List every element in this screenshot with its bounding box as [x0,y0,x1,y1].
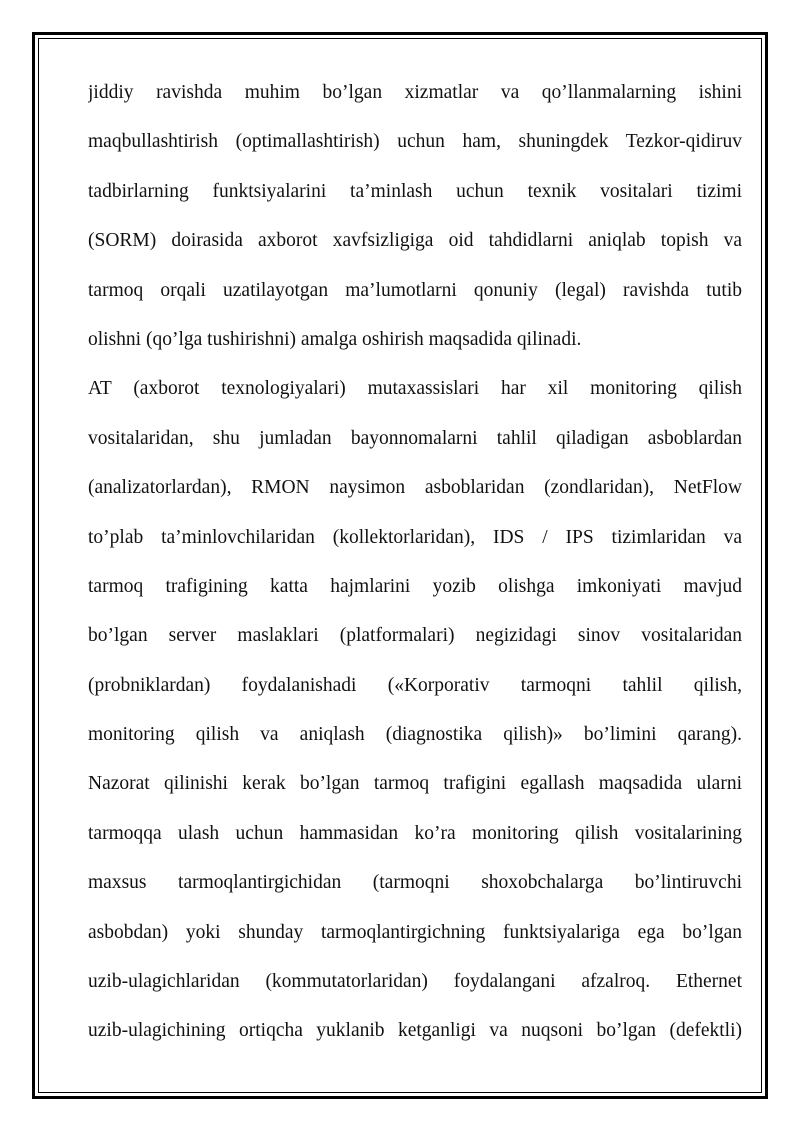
text-line: to’plab ta’minlovchilaridan (kollektorlaridan), IDS / IPS tizimlaridan va [88,526,742,548]
text-line: AT (axborot texnologiyalari) mutaxassislari har xil monitoring qilish [88,378,742,400]
text-line: tarmoq trafigining katta hajmlarini yozib olishga imkoniyati mavjud [88,575,742,597]
text-line: tarmoq orqali uzatilayotgan ma’lumotlarni qonuniy (legal) ravishda tutib [88,279,742,301]
text-line: maxsus tarmoqlantirgichidan (tarmoqni shoxobchalarga bo’lintiruvchi [88,872,742,894]
text-line: (SORM) doirasida axborot xavfsizligiga oid tahdidlarni aniqlab topish va [88,230,742,252]
text-line: tarmoqqa ulash uchun hammasidan ko’ra monitoring qilish vositalarining [88,822,742,844]
text-line: (analizatorlardan), RMON naysimon asboblaridan (zondlaridan), NetFlow [88,477,742,499]
text-line: uzib-ulagichlaridan (kommutatorlaridan) foydalangani afzalroq. Ethernet [88,971,742,993]
text-line: bo’lgan server maslaklari (platformalari) negizidagi sinov vositalaridan [88,625,742,647]
text-line: olishni (qo’lga tushirishni) amalga oshirish maqsadida qilinadi. [88,328,582,350]
document-body [88,68,742,1056]
text-line: monitoring qilish va aniqlash (diagnostika qilish)» bo’limini qarang). [88,724,742,746]
text-line: asbobdan) yoki shunday tarmoqlantirgichning funktsiyalariga ega bo’lgan [88,921,742,943]
text-line: jiddiy ravishda muhim bo’lgan xizmatlar va qo’llanmalarning ishini [88,82,742,103]
text-line: tadbirlarning funktsiyalarini ta’minlash uchun texnik vositalari tizimi [88,180,742,202]
text-line: maqbullashtirish (optimallashtirish) uchun ham, shuningdek Tezkor-qidiruv [88,131,742,153]
text-line: vositalaridan, shu jumladan bayonnomalarni tahlil qiladigan asboblardan [88,427,742,449]
text-line: Nazorat qilinishi kerak bo’lgan tarmoq trafigini egallash maqsadida ularni [88,773,742,795]
text-line: (probniklardan) foydalanishadi («Korporativ tarmoqni tahlil qilish, [88,674,742,696]
text-line: uzib-ulagichining ortiqcha yuklanib ketganligi va nuqsoni bo’lgan (defektli) [88,1020,742,1042]
